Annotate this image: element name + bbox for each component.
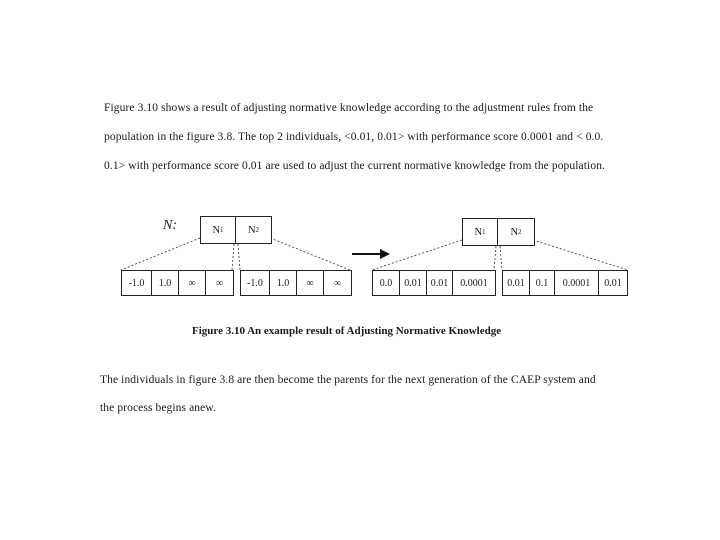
right-header-n1 <box>462 218 498 246</box>
left-n2-cell-1: -1.0 <box>240 270 270 296</box>
transform-arrow-text <box>352 244 353 245</box>
left-n2-cell-2: 1.0 <box>269 270 297 296</box>
paragraph-1-line-3: 0.1> with performance score 0.01 are used to adjust the current normative knowledge from the population. <box>104 160 606 172</box>
left-header-n1-sub: 1 <box>220 226 224 234</box>
left-n1-cell-3: ∞ <box>178 270 206 296</box>
right-header-n1-letter: N <box>474 226 483 238</box>
left-header-n2 <box>235 216 272 244</box>
right-header-n2-sub: 2 <box>518 228 522 236</box>
right-header-n2-letter: N <box>510 226 519 238</box>
right-header-n1-sub: 1 <box>482 228 486 236</box>
paragraph-2-line-2: the process begins anew. <box>100 402 216 414</box>
label-n: N: <box>163 218 177 233</box>
right-header-n2 <box>497 218 535 246</box>
figure-caption: Figure 3.10 An example result of Adjusting Normative Knowledge <box>192 325 502 337</box>
left-n1-cell-4: ∞ <box>205 270 234 296</box>
right-n1-cell-3: 0.01 <box>426 270 453 296</box>
left-n1-cell-2: 1.0 <box>151 270 179 296</box>
right-n1-cell-4: 0.0001 <box>452 270 496 296</box>
left-header-n1 <box>200 216 236 244</box>
transform-arrow-head <box>380 249 390 259</box>
right-n2-cell-3: 0.0001 <box>554 270 599 296</box>
right-n2-cell-2: 0.1 <box>529 270 555 296</box>
right-n2-cell-1: 0.01 <box>502 270 530 296</box>
right-n1-cell-1: 0.0 <box>372 270 400 296</box>
left-header-n2-letter: N <box>247 224 256 236</box>
left-header-n1-letter: N <box>212 224 221 236</box>
right-n1-cell-2: 0.01 <box>399 270 427 296</box>
left-header-n2-sub: 2 <box>255 226 260 234</box>
paragraph-1-line-2: population in the figure 3.8. The top 2 individuals, <0.01, 0.01> with performance score 0.0001 and < 0.0. <box>104 131 604 143</box>
left-n2-cell-3: ∞ <box>296 270 324 296</box>
paragraph-1-line-1: Figure 3.10 shows a result of adjusting normative knowledge according to the adjustment rules from the <box>104 102 594 114</box>
right-n2-cell-4: 0.01 <box>598 270 628 296</box>
paragraph-2-line-1: The individuals in figure 3.8 are then become the parents for the next generation of the CAEP system and <box>100 374 596 386</box>
left-n1-cell-1: -1.0 <box>121 270 152 296</box>
left-n2-cell-4: ∞ <box>323 270 352 296</box>
